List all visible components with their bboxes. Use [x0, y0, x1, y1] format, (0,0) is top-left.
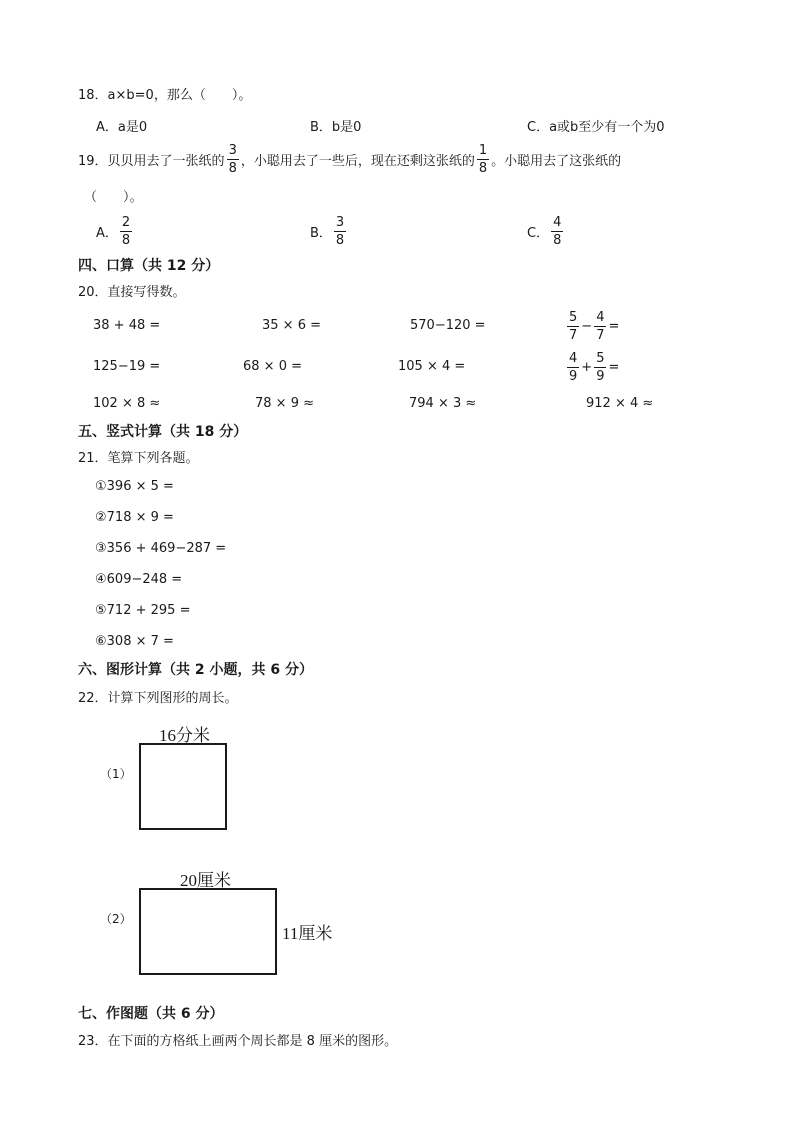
q19-option-a: A． $\frac{2}{8}$ — [96, 214, 131, 248]
rectangle-figure — [139, 888, 277, 975]
q18-stem — [78, 84, 251, 103]
q19-text-1: 贝贝用去了一张纸的 — [107, 153, 225, 169]
q20-stem: 20．直接写得数。 — [78, 285, 186, 300]
section-5-title: 五、竖式计算（共 18 分） — [78, 424, 248, 440]
calc-item: 794 × 3 ≈ — [409, 396, 477, 411]
fraction-calc-item: $\frac{4}{9}$ + $\frac{5}{9}$ = — [569, 350, 620, 384]
section-7-title: 七、作图题（共 6 分） — [78, 1006, 224, 1022]
calc-item: 78 × 9 ≈ — [255, 396, 314, 411]
q19-number: 19． — [78, 153, 108, 169]
q18-option-a: A．a是0 — [96, 120, 148, 135]
q22-stem: 22．计算下列图形的周长。 — [78, 691, 238, 706]
square-figure — [139, 743, 227, 830]
q18-number: 18． — [78, 88, 108, 103]
calc-item: 912 × 4 ≈ — [586, 396, 654, 411]
calc-item: 105 × 4 = — [398, 359, 466, 374]
list-item: ⑥308 × 7 = — [95, 634, 174, 649]
calc-item: 125−19 = — [93, 359, 161, 374]
figure-2-label: （2） — [100, 912, 132, 926]
q21-stem: 21．笔算下列各题。 — [78, 451, 199, 466]
q18-text: a×b=0，那么（ ）。 — [107, 88, 252, 103]
fraction-option-b: $\frac{3}{8}$ — [335, 214, 345, 248]
fraction-one-eighth: $\frac{1}{8}$ — [478, 142, 488, 176]
fraction-option-a: $\frac{2}{8}$ — [121, 214, 131, 248]
q19-option-b: B． $\frac{3}{8}$ — [310, 214, 345, 248]
list-item: ②718 × 9 = — [95, 510, 174, 525]
calc-item: 38 + 48 = — [93, 318, 161, 333]
fraction-option-c: $\frac{4}{8}$ — [553, 214, 562, 248]
q19-stem — [78, 141, 621, 177]
calc-item: 35 × 6 = — [262, 318, 321, 333]
q19-blank: （ ）。 — [84, 190, 143, 205]
calc-item: 570−120 = — [410, 318, 486, 333]
list-item: ⑤712 + 295 = — [95, 603, 191, 618]
q18-option-b: B．b是0 — [310, 120, 362, 135]
q19-text-3: 。小聪用去了这张纸的 — [491, 153, 622, 169]
figure-2-top-label: 20厘米 — [180, 871, 231, 890]
q23-stem: 23．在下面的方格纸上画两个周长都是 8 厘米的图形。 — [78, 1034, 398, 1049]
fraction-calc-item: $\frac{5}{7}$ − $\frac{4}{7}$ = — [569, 309, 620, 343]
section-6-title: 六、图形计算（共 2 小题，共 6 分） — [78, 662, 313, 678]
section-4-title: 四、口算（共 12 分） — [78, 258, 220, 274]
calc-item: 102 × 8 ≈ — [93, 396, 161, 411]
list-item: ③356 + 469−287 = — [95, 541, 227, 556]
list-item: ①396 × 5 = — [95, 479, 174, 494]
q18-option-c: C．a或b至少有一个为0 — [527, 120, 665, 135]
q19-text-2: ，小聪用去了一些后，现在还剩这张纸的 — [240, 153, 475, 169]
figure-2-side-label: 11厘米 — [282, 924, 333, 943]
list-item: ④609−248 = — [95, 572, 183, 587]
q19-option-c: C． $\frac{4}{8}$ — [527, 214, 562, 248]
figure-1-top-label: 16分米 — [159, 726, 210, 745]
fraction-three-eighths: $\frac{3}{8}$ — [228, 142, 237, 176]
calc-item: 68 × 0 = — [243, 359, 302, 374]
figure-1-label: （1） — [100, 767, 132, 781]
